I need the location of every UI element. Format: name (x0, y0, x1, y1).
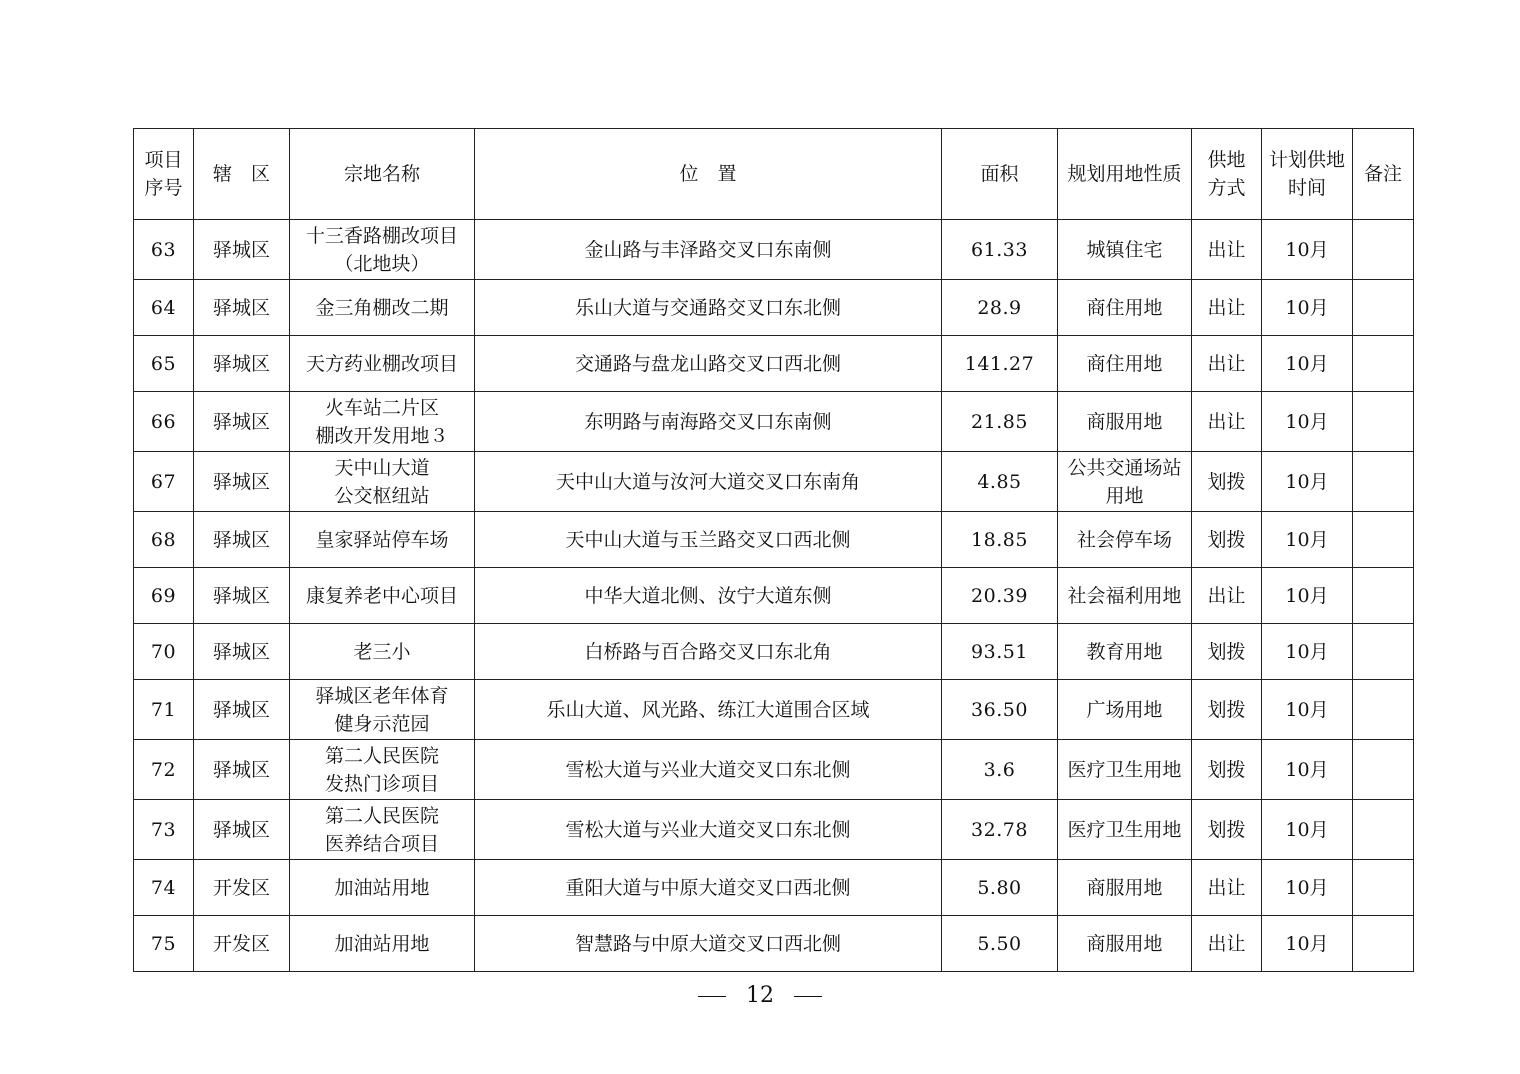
cell-land-use (1058, 624, 1192, 680)
cell-land-use-line: 医疗卫生用地 (1067, 758, 1182, 781)
cell-seq: 72 (134, 740, 194, 800)
table-row (134, 680, 1414, 740)
table-row (134, 512, 1414, 568)
cell-parcel-name-line: 公交枢纽站 (334, 484, 430, 507)
cell-district: 驿城区 (194, 280, 290, 336)
header-remarks: 备注 (1353, 129, 1414, 220)
cell-parcel-name-line: 第二人民医院 (324, 804, 439, 827)
cell-supply-method: 划拨 (1192, 740, 1262, 800)
cell-seq: 67 (134, 452, 194, 512)
cell-location: 天中山大道与汝河大道交叉口东南角 (475, 452, 942, 512)
cell-location: 重阳大道与中原大道交叉口西北侧 (475, 860, 942, 916)
cell-plan-time: 10月 (1262, 452, 1353, 512)
cell-plan-time: 10月 (1262, 392, 1353, 452)
cell-parcel-name-line: 医养结合项目 (324, 832, 439, 855)
table-row (134, 916, 1414, 972)
cell-land-use-line: 用地 (1105, 484, 1144, 507)
cell-parcel-name (290, 800, 475, 860)
cell-remarks (1353, 680, 1414, 740)
cell-land-use-line: 公共交通场站 (1067, 456, 1182, 479)
cell-area: 20.39 (942, 568, 1058, 624)
cell-parcel-name (290, 392, 475, 452)
cell-seq: 74 (134, 860, 194, 916)
cell-plan-time: 10月 (1262, 800, 1353, 860)
cell-supply-method: 划拨 (1192, 512, 1262, 568)
cell-land-use (1058, 512, 1192, 568)
cell-supply-method: 出让 (1192, 568, 1262, 624)
header-seq: 项目 序号 (134, 129, 194, 220)
cell-supply-method: 划拨 (1192, 624, 1262, 680)
cell-plan-time: 10月 (1262, 740, 1353, 800)
cell-location: 白桥路与百合路交叉口东北角 (475, 624, 942, 680)
cell-land-use-line: 社会福利用地 (1067, 584, 1182, 607)
cell-district: 驿城区 (194, 336, 290, 392)
cell-land-use-line: 广场用地 (1086, 698, 1163, 721)
table-row (134, 568, 1414, 624)
cell-district: 开发区 (194, 860, 290, 916)
header-land-use: 规划用地性质 (1058, 129, 1192, 220)
cell-land-use (1058, 568, 1192, 624)
table-row (134, 392, 1414, 452)
cell-remarks (1353, 280, 1414, 336)
cell-area: 28.9 (942, 280, 1058, 336)
cell-remarks (1353, 740, 1414, 800)
cell-parcel-name-line: 康复养老中心项目 (305, 584, 458, 607)
cell-district: 驿城区 (194, 680, 290, 740)
cell-area: 21.85 (942, 392, 1058, 452)
cell-parcel-name-line: 十三香路棚改项目 (305, 224, 458, 247)
cell-district: 驿城区 (194, 800, 290, 860)
cell-district: 驿城区 (194, 568, 290, 624)
cell-location: 智慧路与中原大道交叉口西北侧 (475, 916, 942, 972)
cell-land-use-line: 商服用地 (1086, 932, 1163, 955)
cell-location: 交通路与盘龙山路交叉口西北侧 (475, 336, 942, 392)
cell-supply-method: 出让 (1192, 280, 1262, 336)
cell-seq: 71 (134, 680, 194, 740)
cell-parcel-name (290, 680, 475, 740)
cell-area: 36.50 (942, 680, 1058, 740)
cell-land-use-line: 商住用地 (1086, 352, 1163, 375)
land-supply-table (133, 128, 1414, 972)
cell-seq: 73 (134, 800, 194, 860)
cell-land-use (1058, 740, 1192, 800)
cell-remarks (1353, 568, 1414, 624)
cell-plan-time: 10月 (1262, 336, 1353, 392)
table-row (134, 860, 1414, 916)
cell-district: 开发区 (194, 916, 290, 972)
cell-location: 雪松大道与兴业大道交叉口东北侧 (475, 740, 942, 800)
cell-remarks (1353, 860, 1414, 916)
cell-parcel-name (290, 452, 475, 512)
cell-parcel-name-line: 加油站用地 (334, 876, 430, 899)
cell-supply-method: 出让 (1192, 336, 1262, 392)
header-area: 面积 (942, 129, 1058, 220)
cell-supply-method: 出让 (1192, 220, 1262, 280)
table-row (134, 800, 1414, 860)
cell-remarks (1353, 916, 1414, 972)
cell-parcel-name (290, 624, 475, 680)
cell-supply-method: 出让 (1192, 860, 1262, 916)
cell-land-use (1058, 800, 1192, 860)
cell-supply-method: 出让 (1192, 392, 1262, 452)
cell-location: 中华大道北侧、汝宁大道东侧 (475, 568, 942, 624)
cell-parcel-name (290, 280, 475, 336)
cell-remarks (1353, 392, 1414, 452)
cell-parcel-name (290, 336, 475, 392)
cell-land-use (1058, 916, 1192, 972)
cell-area: 93.51 (942, 624, 1058, 680)
cell-plan-time: 10月 (1262, 624, 1353, 680)
cell-parcel-name-line: 第二人民医院 (324, 744, 439, 767)
cell-area: 18.85 (942, 512, 1058, 568)
cell-parcel-name-line: 火车站二片区 (324, 396, 439, 419)
cell-parcel-name (290, 916, 475, 972)
cell-area: 61.33 (942, 220, 1058, 280)
cell-plan-time: 10月 (1262, 860, 1353, 916)
cell-seq: 65 (134, 336, 194, 392)
table-row (134, 220, 1414, 280)
cell-land-use (1058, 392, 1192, 452)
cell-parcel-name-line: 加油站用地 (334, 932, 430, 955)
header-location: 位 置 (475, 129, 942, 220)
cell-supply-method: 划拨 (1192, 800, 1262, 860)
header-district: 辖 区 (194, 129, 290, 220)
page-number: 12 (746, 983, 774, 1008)
cell-seq: 68 (134, 512, 194, 568)
cell-district: 驿城区 (194, 740, 290, 800)
header-parcel-name: 宗地名称 (290, 129, 475, 220)
cell-area: 141.27 (942, 336, 1058, 392)
cell-parcel-name-line: （北地块） (334, 252, 430, 275)
table-row (134, 280, 1414, 336)
table-header-row (134, 129, 1414, 220)
cell-location: 东明路与南海路交叉口东南侧 (475, 392, 942, 452)
cell-seq: 70 (134, 624, 194, 680)
cell-supply-method: 出让 (1192, 916, 1262, 972)
cell-district: 驿城区 (194, 512, 290, 568)
cell-parcel-name-line: 健身示范园 (334, 712, 430, 735)
cell-land-use-line: 医疗卫生用地 (1067, 818, 1182, 841)
cell-district: 驿城区 (194, 624, 290, 680)
cell-remarks (1353, 624, 1414, 680)
cell-location: 乐山大道、风光路、练江大道围合区域 (475, 680, 942, 740)
cell-parcel-name (290, 220, 475, 280)
cell-area: 4.85 (942, 452, 1058, 512)
cell-supply-method: 划拨 (1192, 452, 1262, 512)
cell-remarks (1353, 220, 1414, 280)
footer-dash-right (794, 996, 822, 997)
header-supply-method: 供地 方式 (1192, 129, 1262, 220)
footer-dash-left (698, 996, 726, 997)
cell-parcel-name-line: 金三角棚改二期 (315, 296, 449, 319)
cell-location: 金山路与丰泽路交叉口东南侧 (475, 220, 942, 280)
cell-plan-time: 10月 (1262, 568, 1353, 624)
cell-location: 天中山大道与玉兰路交叉口西北侧 (475, 512, 942, 568)
cell-location: 雪松大道与兴业大道交叉口东北侧 (475, 800, 942, 860)
cell-seq: 75 (134, 916, 194, 972)
cell-land-use (1058, 860, 1192, 916)
cell-land-use-line: 商服用地 (1086, 410, 1163, 433)
cell-seq: 66 (134, 392, 194, 452)
page-footer (0, 982, 1520, 1010)
cell-area: 5.50 (942, 916, 1058, 972)
table-body (134, 220, 1414, 972)
cell-land-use (1058, 680, 1192, 740)
cell-plan-time: 10月 (1262, 220, 1353, 280)
cell-parcel-name-line: 老三小 (353, 640, 411, 663)
cell-parcel-name-line: 棚改开发用地３ (315, 424, 449, 447)
cell-remarks (1353, 452, 1414, 512)
cell-remarks (1353, 800, 1414, 860)
cell-plan-time: 10月 (1262, 916, 1353, 972)
cell-area: 32.78 (942, 800, 1058, 860)
cell-land-use (1058, 336, 1192, 392)
cell-parcel-name (290, 860, 475, 916)
cell-remarks (1353, 336, 1414, 392)
cell-plan-time: 10月 (1262, 680, 1353, 740)
cell-district: 驿城区 (194, 220, 290, 280)
cell-plan-time: 10月 (1262, 280, 1353, 336)
cell-location: 乐山大道与交通路交叉口东北侧 (475, 280, 942, 336)
cell-area: 5.80 (942, 860, 1058, 916)
cell-parcel-name-line: 发热门诊项目 (324, 772, 439, 795)
cell-land-use-line: 教育用地 (1086, 640, 1163, 663)
cell-land-use-line: 城镇住宅 (1086, 238, 1163, 261)
cell-parcel-name-line: 天方药业棚改项目 (305, 352, 458, 375)
table-row (134, 452, 1414, 512)
table-row (134, 624, 1414, 680)
cell-seq: 64 (134, 280, 194, 336)
cell-parcel-name-line: 天中山大道 (334, 456, 430, 479)
cell-parcel-name (290, 512, 475, 568)
cell-parcel-name (290, 568, 475, 624)
cell-parcel-name (290, 740, 475, 800)
cell-land-use (1058, 280, 1192, 336)
cell-parcel-name-line: 皇家驿站停车场 (315, 528, 449, 551)
cell-district: 驿城区 (194, 392, 290, 452)
table-row (134, 740, 1414, 800)
cell-land-use-line: 商住用地 (1086, 296, 1163, 319)
cell-parcel-name-line: 驿城区老年体育 (315, 684, 449, 707)
cell-area: 3.6 (942, 740, 1058, 800)
cell-plan-time: 10月 (1262, 512, 1353, 568)
cell-seq: 63 (134, 220, 194, 280)
table-row (134, 336, 1414, 392)
header-plan-time: 计划供地 时间 (1262, 129, 1353, 220)
cell-remarks (1353, 512, 1414, 568)
cell-district: 驿城区 (194, 452, 290, 512)
cell-land-use (1058, 220, 1192, 280)
cell-land-use-line: 社会停车场 (1076, 528, 1172, 551)
cell-land-use (1058, 452, 1192, 512)
cell-land-use-line: 商服用地 (1086, 876, 1163, 899)
cell-seq: 69 (134, 568, 194, 624)
cell-supply-method: 划拨 (1192, 680, 1262, 740)
